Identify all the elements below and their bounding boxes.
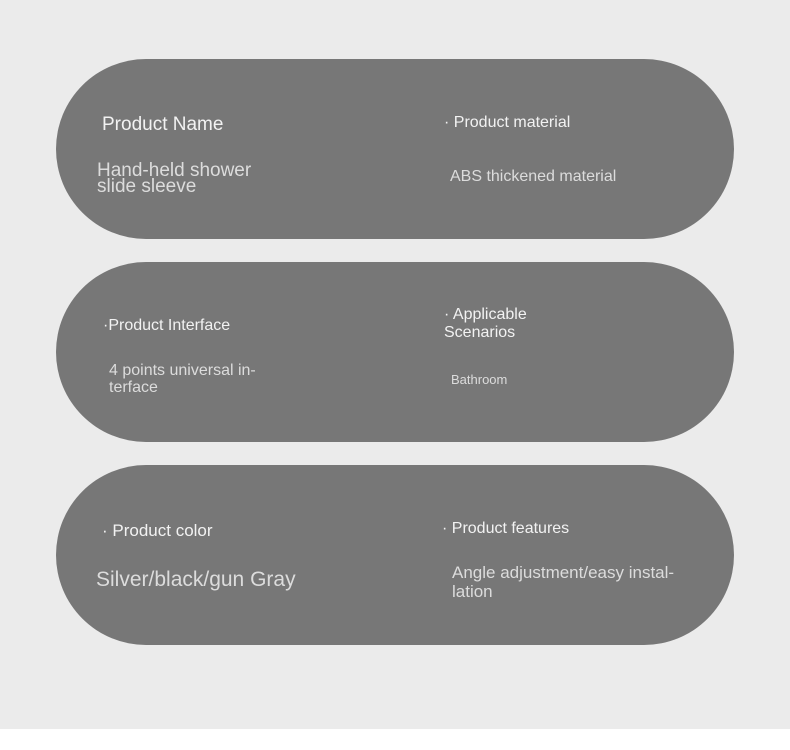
applicable-scenarios-label-line2: Scenarios <box>444 324 516 341</box>
product-features-label: · Product features <box>442 520 570 537</box>
spec-card-color-features <box>56 465 734 645</box>
product-interface-label: ·Product Interface <box>103 317 231 334</box>
product-name-value-line1: Hand-held shower <box>97 160 252 181</box>
product-features-value-line2: lation <box>452 582 493 601</box>
product-interface-value-line1: 4 points universal in- <box>109 362 256 379</box>
applicable-scenarios-value: Bathroom <box>451 372 508 387</box>
spec-card-name-material <box>56 59 734 239</box>
applicable-scenarios-label-line1: · Applicable <box>444 306 527 323</box>
product-features-value-line1: Angle adjustment/easy instal- <box>452 563 675 582</box>
product-name-value-line2: slide sleeve <box>97 176 197 197</box>
product-material-label: · Product material <box>444 114 571 131</box>
product-color-value: Silver/black/gun Gray <box>96 568 296 591</box>
product-interface-value-line2: terface <box>109 379 158 396</box>
product-name-label: Product Name <box>102 114 224 135</box>
spec-card-interface-scenarios <box>56 262 734 442</box>
product-material-value: ABS thickened material <box>450 168 617 185</box>
product-color-label: · Product color <box>102 521 213 540</box>
